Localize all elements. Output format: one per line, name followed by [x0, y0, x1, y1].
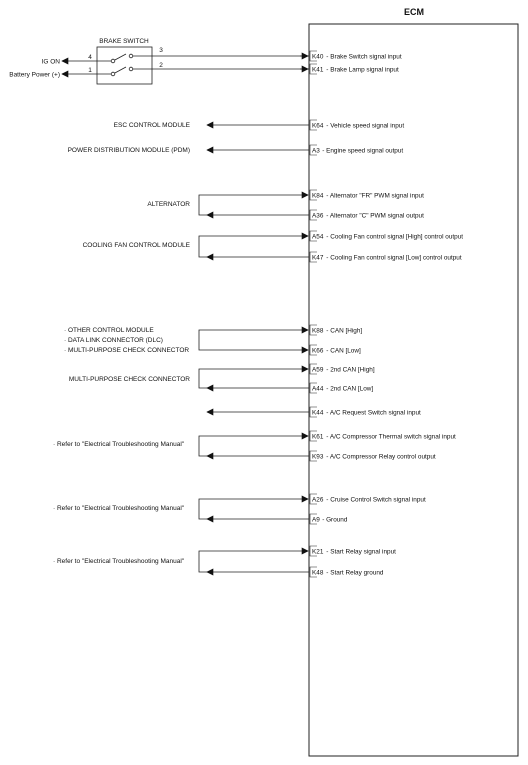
pin-description: - Ground	[322, 516, 348, 524]
pin-id: K61	[312, 433, 324, 441]
alternator-label: ALTERNATOR	[147, 201, 190, 208]
brake-switch-contacts	[68, 54, 152, 76]
pin-id: K84	[312, 192, 324, 200]
pin-description: - 2nd CAN [Low]	[326, 385, 374, 393]
brake-switch-title: BRAKE SWITCH	[99, 38, 149, 45]
pin-description: - Vehicle speed signal input	[326, 122, 405, 130]
multipurpose-connector-label: · MULTI-PURPOSE CHECK CONNECTOR	[64, 347, 190, 354]
mpcc-label: MULTI-PURPOSE CHECK CONNECTOR	[68, 376, 190, 383]
pin-description: - Start Relay ground	[326, 569, 384, 577]
start-relay-reference-label: · Refer to "Electrical Troubleshooting Manual"	[53, 558, 185, 565]
pin-description: - Cooling Fan control signal [High] control output	[326, 233, 464, 241]
esc-module-label: ESC CONTROL MODULE	[113, 122, 190, 129]
ig-on-label: IG ON	[41, 58, 60, 66]
pin-id: K41	[312, 66, 324, 74]
battery-label: Battery Power (+)	[9, 71, 60, 79]
pin-description: - Cruise Control Switch signal input	[326, 496, 426, 504]
pin-description: - A/C Compressor Thermal switch signal input	[326, 433, 456, 441]
pin-id: A26	[312, 496, 324, 504]
pin-description: - Brake Lamp signal input	[326, 66, 399, 74]
pin-id: K40	[312, 53, 324, 61]
pin-description: - CAN [Low]	[326, 347, 361, 355]
pin-number: 2	[159, 62, 163, 69]
pin-number: 4	[88, 54, 92, 61]
ecm-pin-labels	[310, 51, 463, 577]
pin-number: 1	[88, 67, 92, 74]
pin-id: K47	[312, 254, 324, 262]
pin-id: A3	[312, 147, 320, 155]
group-brackets	[199, 195, 209, 572]
pin-description: - A/C Compressor Relay control output	[326, 453, 436, 461]
cruise-reference-label: · Refer to "Electrical Troubleshooting Manual"	[53, 505, 185, 512]
ecm-title: ECM	[404, 7, 424, 17]
pin-description: - A/C Request Switch signal input	[326, 409, 421, 417]
pin-description: - Alternator "FR" PWM signal input	[326, 192, 424, 200]
pin-description: - Alternator "C" PWM signal output	[326, 212, 424, 220]
signal-wires	[207, 56, 309, 572]
pin-description: - Start Relay signal input	[326, 548, 396, 556]
pdm-label: POWER DISTRIBUTION MODULE (PDM)	[67, 147, 190, 154]
pin-number: 3	[159, 47, 163, 54]
pin-id: A36	[312, 212, 324, 220]
pin-id: K48	[312, 569, 324, 577]
brake-switch-box	[97, 47, 152, 84]
pin-description: - Cooling Fan control signal [Low] control output	[326, 254, 462, 262]
cooling-fan-module-label: COOLING FAN CONTROL MODULE	[82, 242, 190, 249]
other-control-module-label: · OTHER CONTROL MODULE	[64, 327, 154, 334]
pin-id: A44	[312, 385, 324, 393]
pin-id: A9	[312, 516, 320, 524]
pin-id: A59	[312, 366, 324, 374]
pin-id: K66	[312, 347, 324, 355]
pin-id: K88	[312, 327, 324, 335]
pin-description: - CAN [High]	[326, 327, 363, 335]
pin-id: K93	[312, 453, 324, 461]
pin-description: - 2nd CAN [High]	[326, 366, 375, 374]
dlc-label: · DATA LINK CONNECTOR (DLC)	[64, 337, 163, 344]
pin-id: K44	[312, 409, 324, 417]
ac-reference-label: · Refer to "Electrical Troubleshooting Manual"	[53, 441, 185, 448]
pin-description: - Brake Switch signal input	[326, 53, 402, 61]
pin-id: K64	[312, 122, 324, 130]
pin-id: A54	[312, 233, 324, 241]
pin-description: - Engine speed signal output	[322, 147, 404, 155]
pin-id: K21	[312, 548, 324, 556]
